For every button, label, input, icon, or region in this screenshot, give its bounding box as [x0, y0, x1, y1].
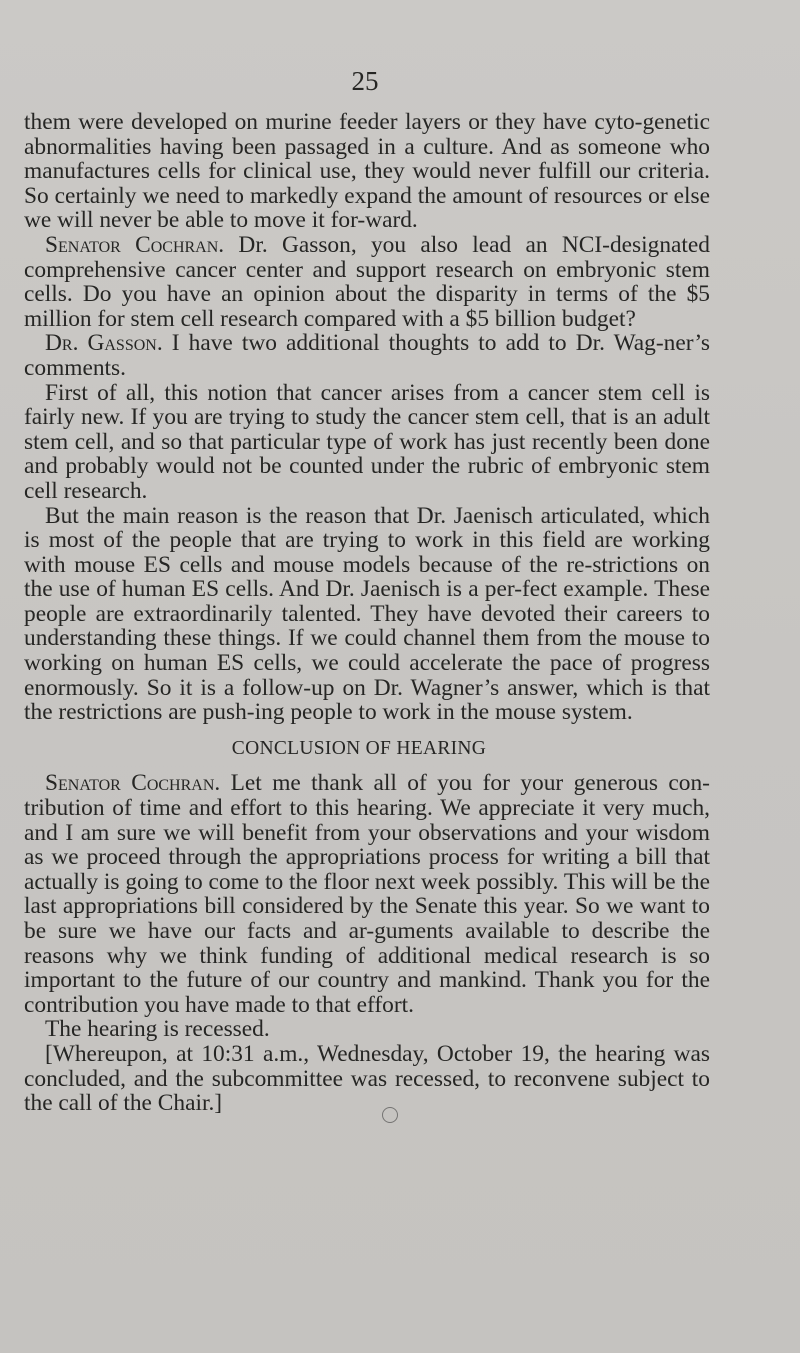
paragraph-cochran-question — [24, 233, 710, 331]
paragraph-gasson-answer — [24, 331, 710, 380]
speaker-text: I have two additional thoughts to add to Dr. Wag-ner’s comments. — [24, 330, 710, 381]
paragraph-whereupon: [Whereupon, at 10:31 a.m., Wednesday, October 19, the hearing was concluded, and the subcommittee was recessed, to reconvene subject to the call of the Chair.] — [24, 1040, 710, 1117]
document-body — [24, 110, 710, 1116]
section-heading: CONCLUSION OF HEARING — [231, 737, 487, 759]
circle-mark-icon — [382, 1107, 398, 1123]
paragraph-recessed: The hearing is recessed. — [45, 1016, 270, 1043]
speaker-name: Senator Cochran. — [45, 231, 225, 258]
paragraph-main-reason: But the main reason is the reason that Dr. Jaenisch articulated, which is most of the people that are trying to work in this field are working with mouse ES cells and mouse models because of the re-strictions on the use of human ES cells. And Dr. Jaenisch is a per-fect example. These people are extraordinarily talented. They have devoted their careers to understanding these things. If we could channel them from the mouse to working on human ES cells, we could accelerate the pace of progress enormously. So it is a follow-up on Dr. Wagner’s answer, which is that the restrictions are push-ing people to work in the mouse system. — [24, 502, 710, 726]
paragraph-continuation: them were developed on murine feeder layers or they have cyto-genetic abnormalities having been passaged in a culture. And as someone who manufactures cells for clinical use, they would never fulfill our criteria. So certainly we need to markedly expand the amount of resources or else we will never be able to move it for-ward. — [24, 109, 710, 234]
paragraph-cancer-stem-cell: First of all, this notion that cancer arises from a cancer stem cell is fairly new. If you are trying to study the cancer stem cell, that is an adult stem cell, and so that particular type of work has just recently been done and probably would not be counted under the rubric of embryonic stem cell research. — [24, 379, 710, 504]
speaker-name: Dr. Gasson. — [45, 330, 163, 357]
paragraph-cochran-closing — [24, 771, 710, 1017]
speaker-text: Dr. Gasson, you also lead an NCI-designated comprehensive cancer center and support research on embryonic stem cells. Do you have an opinion about the disparity in terms of the $5 million for stem cell research compared with a $5 billion budget? — [24, 231, 710, 332]
speaker-name: Senator Cochran. — [45, 770, 221, 797]
speaker-text: Let me thank all of you for your generous con-tribution of time and effort to this hearing. We appreciate it very much, and I am sure we will benefit from your observations and your wisdom as we proceed through the appropriations process for writing a bill that actually is going to come to the floor next week possibly. This will be the last appropriations bill considered by the Senate this year. So we want to be sure we have our facts and ar-guments available to describe the reasons why we think funding of additional medical research is so important to the future of our country and mankind. Thank you for the contribution you have made to that effort. — [24, 770, 711, 1018]
page-number: 25 — [351, 66, 379, 96]
